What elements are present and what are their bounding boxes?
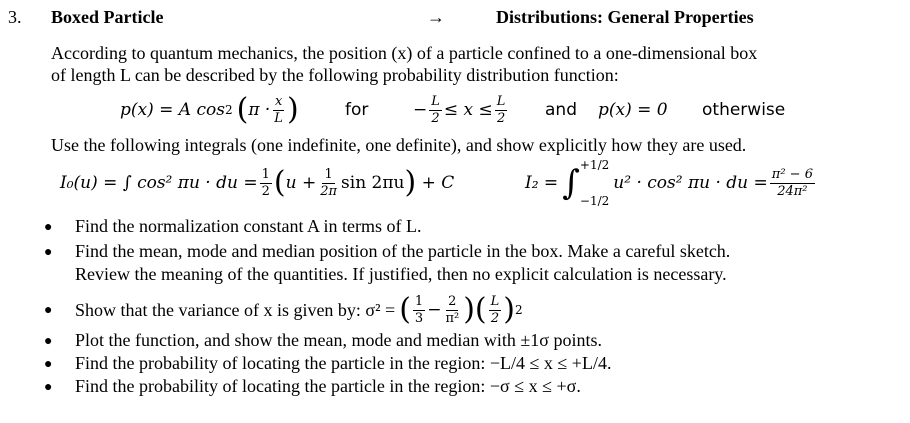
bullet-icon: ● xyxy=(44,334,53,349)
pdf-otherwise-expr: p(x) = 0 xyxy=(598,100,668,120)
arrow-icon: → xyxy=(427,7,445,27)
pdf-fraction: $\frac{x}{L}$ xyxy=(274,93,283,126)
bullet-icon: ● xyxy=(44,357,53,372)
task-1: Find the normalization constant A in terms of L. xyxy=(75,216,422,236)
problem-number: 3. xyxy=(8,7,22,27)
bullet-icon: ● xyxy=(44,220,53,235)
bullet-icon: ● xyxy=(44,245,53,260)
pdf-square: 2 xyxy=(224,103,233,117)
pdf-lhs: p(x) = A cos xyxy=(120,100,225,120)
task-4: Plot the function, and show the mean, mode and median with ±1σ points. xyxy=(75,330,603,350)
bullet-icon: ● xyxy=(44,380,53,395)
i2-upper-limit: +1/2 xyxy=(579,158,610,172)
intro-line-2: of length L can be described by the following probability distribution function: xyxy=(51,65,619,85)
integrals-intro: Use the following integrals (one indefinite, one definite), and show explicitly how they are used. xyxy=(51,135,747,155)
intro-line-1: According to quantum mechanics, the position (x) of a particle confined to a one-dimensional box xyxy=(51,43,758,63)
task-2: Find the mean, mode and median position of the particle in the box. Make a careful sketch. xyxy=(75,241,731,261)
integral-i2: I₂ = ∫ +1/2 −1/2 u² · cos² πu · du = $\frac{\text{π² − 6}}{\text{24π²}}$ xyxy=(525,158,813,208)
pdf-otherwise-word: otherwise xyxy=(702,100,786,120)
problem-title: Boxed Particle xyxy=(51,7,164,27)
pdf-pi-dot: π · xyxy=(248,100,271,120)
task-5: Find the probability of locating the particle in the region: −L/4 ≤ x ≤ +L/4. xyxy=(75,353,612,373)
task-2-continued: Review the meaning of the quantities. If justified, then no explicit calculation is necessary. xyxy=(75,264,727,284)
task-6: Find the probability of locating the particle in the region: −σ ≤ x ≤ +σ. xyxy=(75,376,581,396)
integral-i0: I₀(u) = ∫ cos² πu · du = $\frac{1}{2}$ ( u + $\frac{1}{2\pi}$ sin 2πu ) + C xyxy=(60,165,455,200)
topic-title: Distributions: General Properties xyxy=(496,7,754,27)
bullet-icon: ● xyxy=(44,303,53,318)
i2-lower-limit: −1/2 xyxy=(579,194,610,208)
pdf-for-word: for xyxy=(345,100,369,120)
pdf-and-word: and xyxy=(545,100,577,120)
task-3: Show that the variance of x is given by: σ² = ( $\frac{1}{3}$ − $\frac{2}{\text{π²}}$ ) ( $\frac{L}{2}$ ) 2 xyxy=(75,292,523,327)
pdf-equation: p(x) = A cos 2 ( π · $\frac{x}{L}$ ) xyxy=(120,92,299,127)
pdf-range: − $\frac{L}{2}$ ≤ x ≤ $\frac{L}{2}$ xyxy=(413,93,506,126)
